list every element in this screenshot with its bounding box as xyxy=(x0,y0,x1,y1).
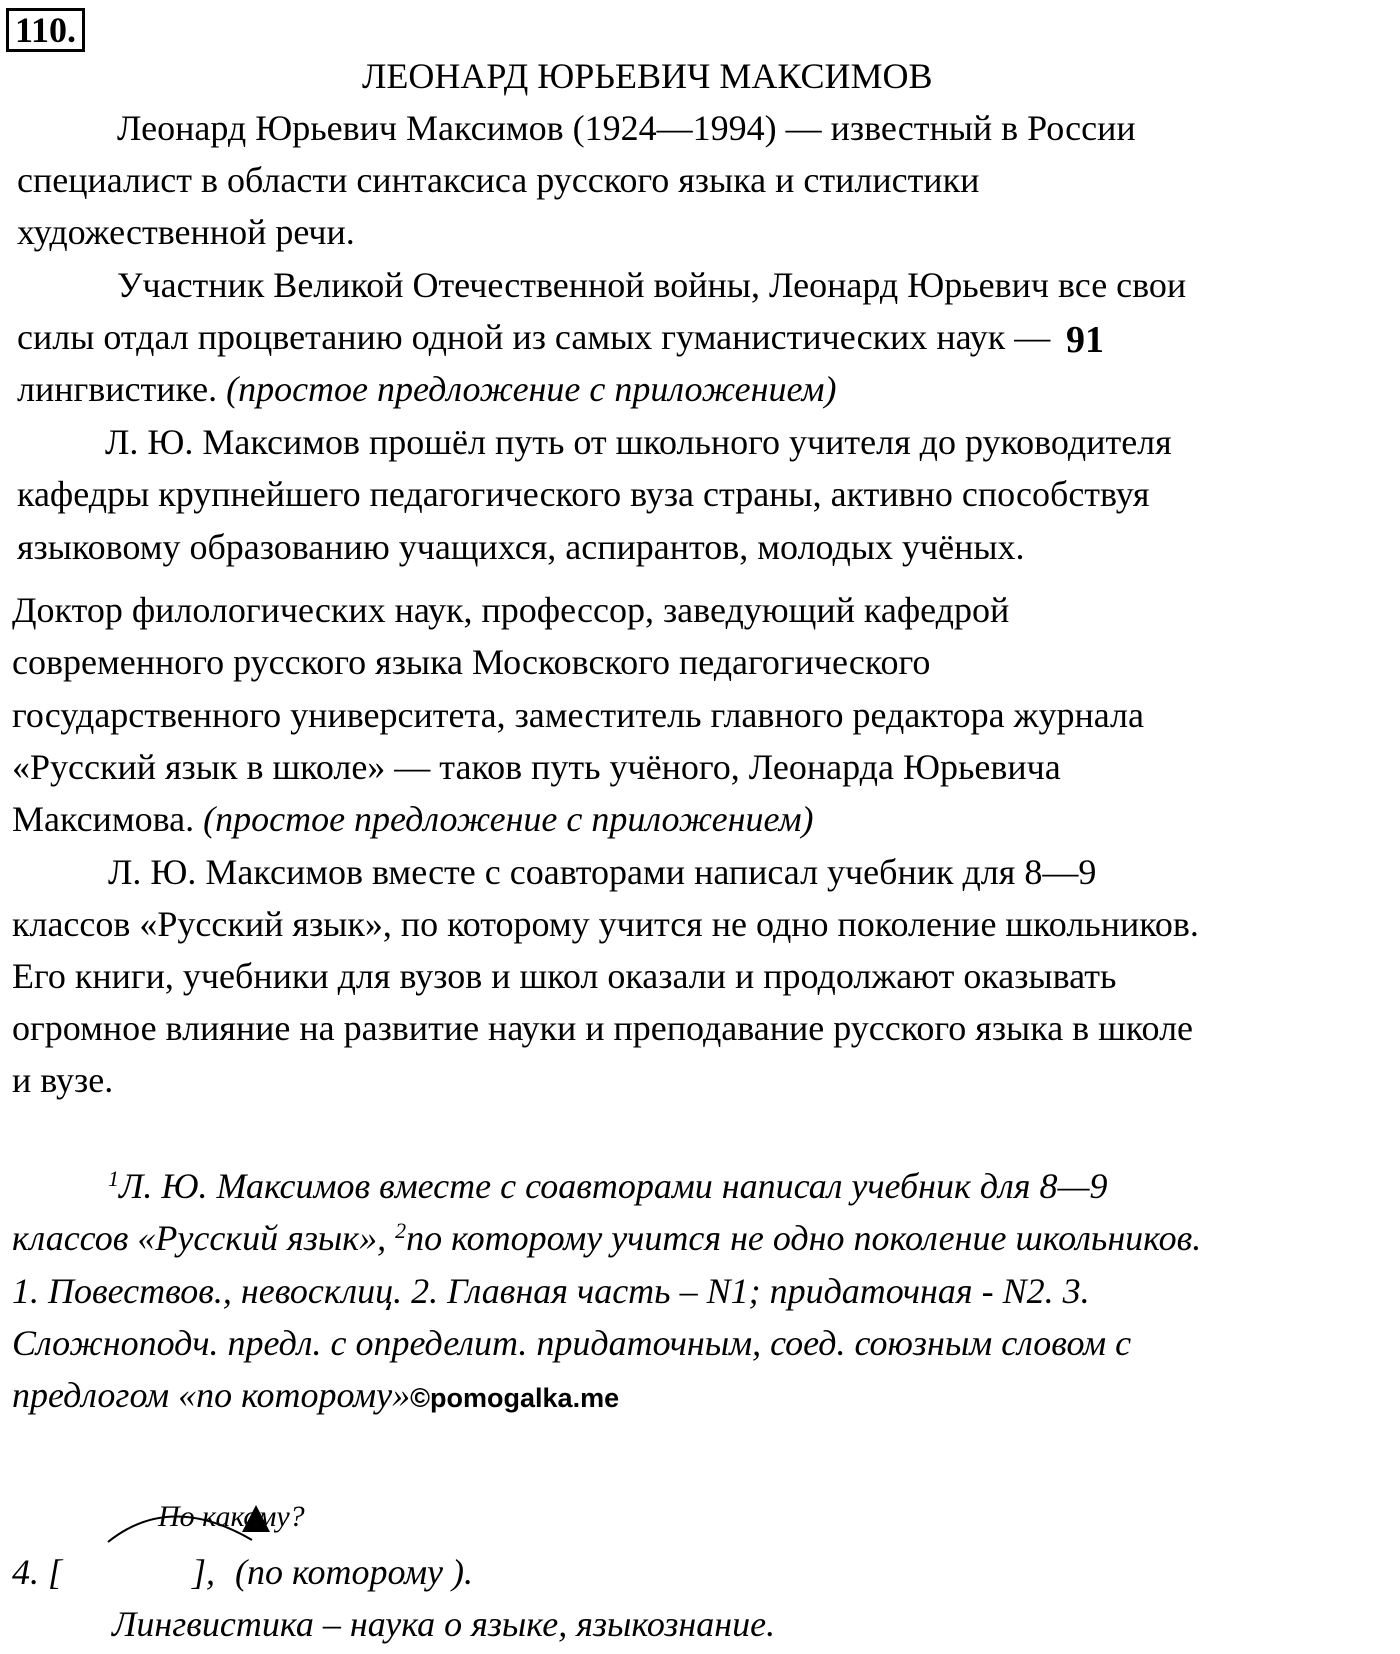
page-number: 91 xyxy=(1066,319,1104,361)
text-line: классов «Русский язык», по которому учится не одно поколение школьников. xyxy=(12,904,1199,944)
watermark: ©pomogalka.me xyxy=(410,1383,620,1413)
text-line: современного русского языка Московского педагогического xyxy=(12,642,931,682)
scheme-main-clause: ], xyxy=(192,1552,216,1592)
clause-marker: 2 xyxy=(395,1218,407,1243)
text-line: кафедры крупнейшего педагогического вуза страны, активно способствуя xyxy=(17,474,1150,514)
analysis-line xyxy=(12,1217,1201,1259)
text-title: ЛЕОНАРД ЮРЬЕВИЧ МАКСИМОВ xyxy=(362,56,933,96)
text-line: и вузе. xyxy=(12,1060,114,1100)
analysis-text: Л. Ю. Максимов вместе с соавторами написал учебник для 8—9 xyxy=(119,1166,1108,1206)
clause-marker: 1 xyxy=(108,1166,119,1191)
scheme-subordinate-clause: (по которому ). xyxy=(235,1552,474,1592)
text-line: Его книги, учебники для вузов и школ оказали и продолжают оказывать xyxy=(12,956,1117,996)
text-line: Участник Великой Отечественной войны, Леонард Юрьевич все свои xyxy=(117,265,1187,305)
text-fragment: лингвистике. xyxy=(17,369,218,409)
text-line: огромное влияние на развитие науки и преподавание русского языка в школе xyxy=(12,1008,1194,1048)
scheme-question: По какому? xyxy=(158,1500,305,1533)
analysis-line: Сложноподч. предл. с определит. придаточным, соед. союзным словом с xyxy=(12,1323,1132,1363)
text-line: языковому образованию учащихся, аспирантов, молодых учёных. xyxy=(17,527,1025,567)
text-line: Доктор филологических наук, профессор, заведующий кафедрой xyxy=(12,590,1010,630)
analysis-line xyxy=(12,1374,619,1419)
analysis-line: 1. Повествов., невосклиц. 2. Главная часть – N1; придаточная - N2. 3. xyxy=(12,1271,1090,1311)
analysis-text: предлогом «по которому» xyxy=(12,1375,411,1415)
exercise-number: 110. xyxy=(6,8,85,52)
text-line: силы отдал процветанию одной из самых гуманистических наук — xyxy=(17,317,1051,357)
text-line: Л. Ю. Максимов вместе с соавторами написал учебник для 8—9 xyxy=(108,852,1097,892)
analysis-text: классов «Русский язык», xyxy=(12,1218,396,1258)
text-line xyxy=(12,798,814,840)
analysis-text: по которому учится не одно поколение школьников. xyxy=(406,1218,1202,1258)
analysis-line xyxy=(108,1165,1108,1207)
scheme-prefix: 4. [ xyxy=(12,1552,63,1592)
annotation-note: (простое предложение с приложением) xyxy=(226,369,837,409)
text-line: «Русский язык в школе» — таков путь учёного, Леонарда Юрьевича xyxy=(12,747,1061,787)
text-line: специалист в области синтаксиса русского языка и стилистики xyxy=(17,160,980,200)
text-line: Леонард Юрьевич Максимов (1924—1994) — известный в России xyxy=(117,108,1136,148)
text-line: художественной речи. xyxy=(17,212,355,252)
definition-line: Лингвистика – наука о языке, языкознание. xyxy=(112,1604,776,1644)
annotation-note: (простое предложение с приложением) xyxy=(203,799,814,839)
text-fragment: Максимова. xyxy=(12,799,195,839)
text-line xyxy=(17,368,837,410)
text-line: государственного университета, заместитель главного редактора журнала xyxy=(12,695,1144,735)
text-line: Л. Ю. Максимов прошёл путь от школьного учителя до руководителя xyxy=(105,422,1172,462)
